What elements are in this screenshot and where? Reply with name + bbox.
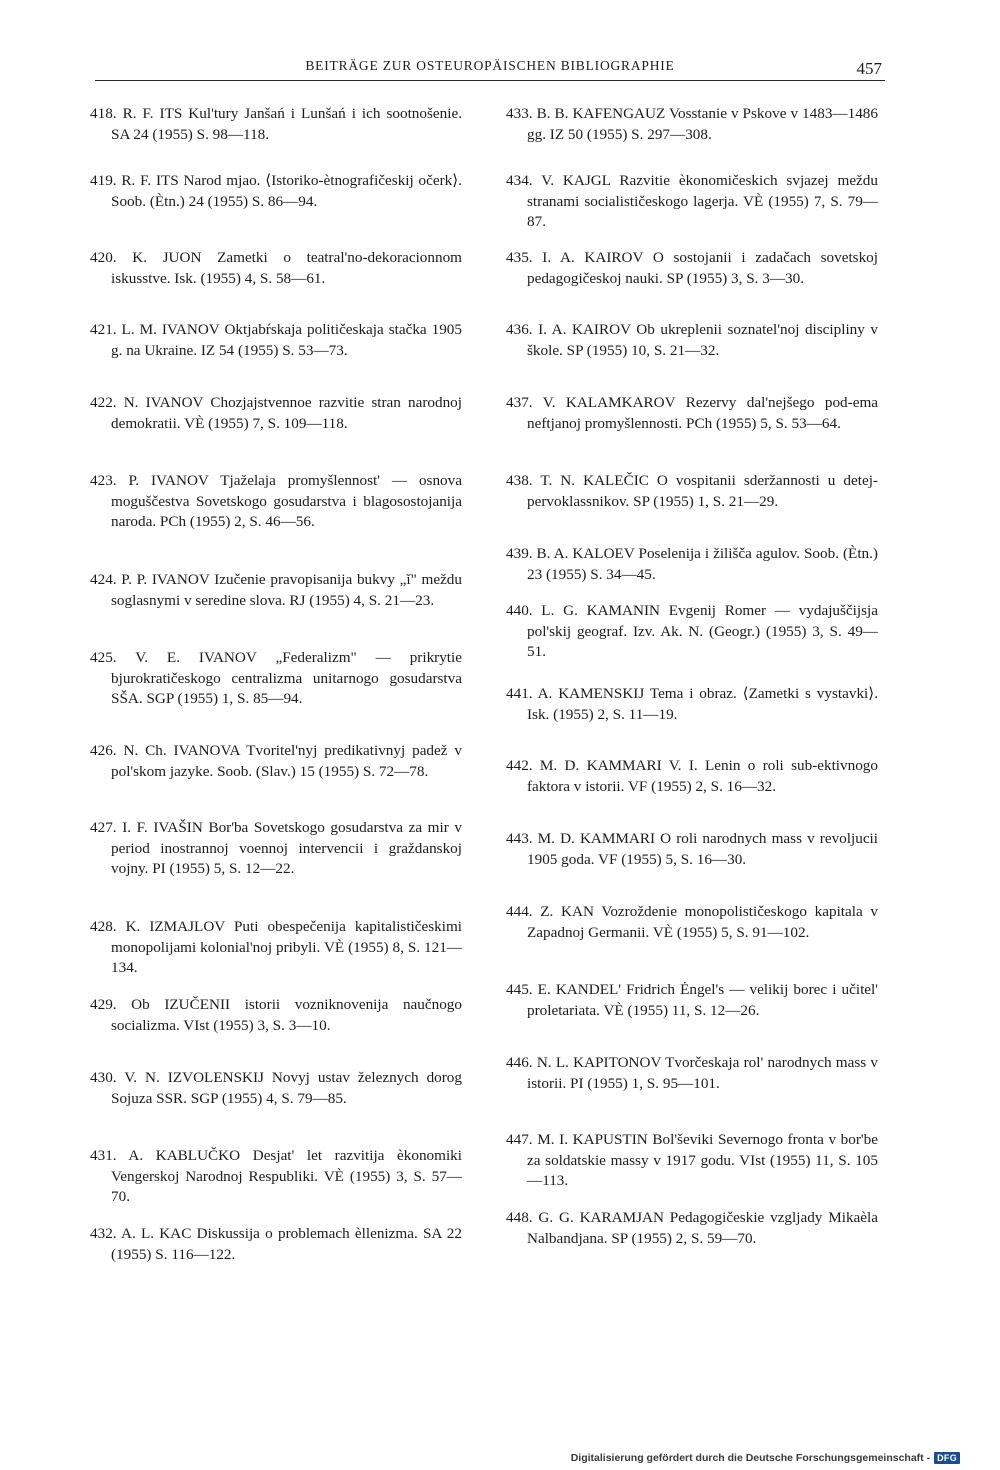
bibliography-entry-425: 425. V. E. IVANOV „Federalizm" — prikrytie bjurokratičeskogo centralizma unitarnogo gosudarstva SŠA. SGP (1955) 1, S. 85—94.: [90, 649, 462, 707]
bibliography-entry-439: 439. B. A. KALOEV Poselenija i žilišča agulov. Soob. (Ètn.) 23 (1955) S. 34—45.: [506, 545, 878, 583]
bibliography-entry-436: 436. I. A. KAIROV Ob ukreplenii soznatel'noj discipliny v škole. SP (1955) 10, S. 21—32.: [506, 321, 878, 359]
running-header-title: BEITRÄGE ZUR OSTEUROPÄISCHEN BIBLIOGRAPHIE: [305, 58, 675, 73]
bibliography-entry-440: 440. L. G. KAMANIN Evgenij Romer — vydajuščijsja pol'skij geograf. Izv. Ak. N. (Geogr.) (1955) 3, S. 49—51.: [506, 602, 878, 660]
bibliography-entry-427: 427. I. F. IVAŠIN Bor'ba Sovetskogo gosudarstva za mir v period inostrannoj voennoj intervencii i graždanskoj vojny. PI (1955) 5, S. 12—22.: [90, 819, 462, 877]
bibliography-entry-438: 438. T. N. KALEČIC O vospitanii sderžannosti u detej-pervoklassnikov. SP (1955) 1, S. 21—29.: [506, 472, 878, 510]
bibliography-entry-442: 442. M. D. KAMMARI V. I. Lenin o roli sub-ektivnogo faktora v istorii. VF (1955) 2, S. 16—32.: [506, 757, 878, 795]
bibliography-entry-418: 418. R. F. ITS Kul'tury Janšań i Lunšań i ich sootnošenie. SA 24 (1955) S. 98—118.: [90, 105, 462, 143]
bibliography-entry-429: 429. Ob IZUČENII istorii vozniknovenija naučnogo socializma. VIst (1955) 3, S. 3—10.: [90, 996, 462, 1034]
bibliography-entry-447: 447. M. I. KAPUSTIN Bol'ševiki Severnogo fronta v bor'be za soldatskie massy v 1917 godu. VIst (1955) 11, S. 105—113.: [506, 1131, 878, 1189]
digitization-credit: [571, 1452, 960, 1464]
bibliography-entry-437: 437. V. KALAMKAROV Rezervy dal'nejšego pod-ema neftjanoj promyšlennosti. PCh (1955) 5, S. 53—64.: [506, 394, 878, 432]
bibliography-entry-443: 443. M. D. KAMMARI O roli narodnych mass v revoljucii 1905 goda. VF (1955) 5, S. 16—30.: [506, 830, 878, 868]
page-number: 457: [856, 59, 882, 78]
bibliography-entry-446: 446. N. L. KAPITONOV Tvorčeskaja rol' narodnych mass v istorii. PI (1955) 1, S. 95—101.: [506, 1054, 878, 1092]
bibliography-entry-422: 422. N. IVANOV Chozjajstvennoe razvitie stran narodnoj demokratii. VÈ (1955) 7, S. 109—118.: [90, 394, 462, 432]
dfg-logo: DFG: [934, 1452, 960, 1464]
bibliography-entry-420: 420. K. JUON Zametki o teatral'no-dekoracionnom iskusstve. Isk. (1955) 4, S. 58—61.: [90, 249, 462, 287]
bibliography-entry-421: 421. L. M. IVANOV Oktjabŕskaja političeskaja stačka 1905 g. na Ukraine. IZ 54 (1955) S. 53—73.: [90, 321, 462, 359]
bibliography-entry-435: 435. I. A. KAIROV O sostojanii i zadačach sovetskoj pedagogičeskoj nauki. SP (1955) 3, S. 3—30.: [506, 249, 878, 287]
bibliography-entry-441: 441. A. KAMENSKIJ Tema i obraz. ⟨Zametki s vystavki⟩. Isk. (1955) 2, S. 11—19.: [506, 685, 878, 723]
bibliography-entry-445: 445. E. KANDEL' Fridrich Ėngel's — velikij borec i učitel' proletariata. VÈ (1955) 11, S. 12—26.: [506, 981, 878, 1019]
bibliography-entry-424: 424. P. P. IVANOV Izučenie pravopisanija bukvy „ǐ" meždu soglasnymi v seredine slova. RJ (1955) 4, S. 21—23.: [90, 571, 462, 609]
bibliography-entry-419: 419. R. F. ITS Narod mjao. ⟨Istoriko-ètnografičeskij očerk⟩. Soob. (Ètn.) 24 (1955) S. 86—94.: [90, 172, 462, 210]
bibliography-entry-431: 431. A. KABLUČKO Desjat' let razvitija èkonomiki Vengerskoj Narodnoj Respubliki. VÈ (1955) 3, S. 57—70.: [90, 1147, 462, 1205]
bibliography-entry-444: 444. Z. KAN Vozroždenie monopolističeskogo kapitala v Zapadnoj Germanii. VÈ (1955) 5, S. 91—102.: [506, 903, 878, 941]
bibliography-entry-432: 432. A. L. KAC Diskussija o problemach èllenizma. SA 22 (1955) S. 116—122.: [90, 1225, 462, 1263]
bibliography-entry-448: 448. G. G. KARAMJAN Pedagogičeskie vzgljady Mikaèla Nalbandjana. SP (1955) 2, S. 59—70.: [506, 1209, 878, 1247]
bibliography-entry-428: 428. K. IZMAJLOV Puti obespečenija kapitalističeskimi monopolijami kolonial'noj pribyli. VÈ (1955) 8, S. 121—134.: [90, 918, 462, 976]
header-rule: [95, 80, 885, 81]
bibliography-entry-430: 430. V. N. IZVOLENSKIJ Novyj ustav železnych dorog Sojuza SSR. SGP (1955) 4, S. 79—85.: [90, 1069, 462, 1107]
bibliography-entry-434: 434. V. KAJGL Razvitie èkonomičeskich svjazej meždu stranami socialističeskogo lagerja. VÈ (1955) 7, S. 79—87.: [506, 172, 878, 230]
digitization-credit-text: Digitalisierung gefördert durch die Deutsche Forschungsgemeinschaft -: [570, 1452, 931, 1464]
bibliography-entry-426: 426. N. Ch. IVANOVA Tvoritel'nyj predikativnyj padež v pol'skom jazyke. Soob. (Slav.) 15 (1955) S. 72—78.: [90, 742, 462, 780]
bibliography-entry-433: 433. B. B. KAFENGAUZ Vosstanie v Pskove v 1483—1486 gg. IZ 50 (1955) S. 297—308.: [506, 105, 878, 143]
bibliography-entry-423: 423. P. IVANOV Tjaželaja promyšlennost' — osnova moguščestva Sovetskogo gosudarstva i blagosostojanija naroda. PCh (1955) 2, S. 46—56.: [90, 472, 462, 530]
